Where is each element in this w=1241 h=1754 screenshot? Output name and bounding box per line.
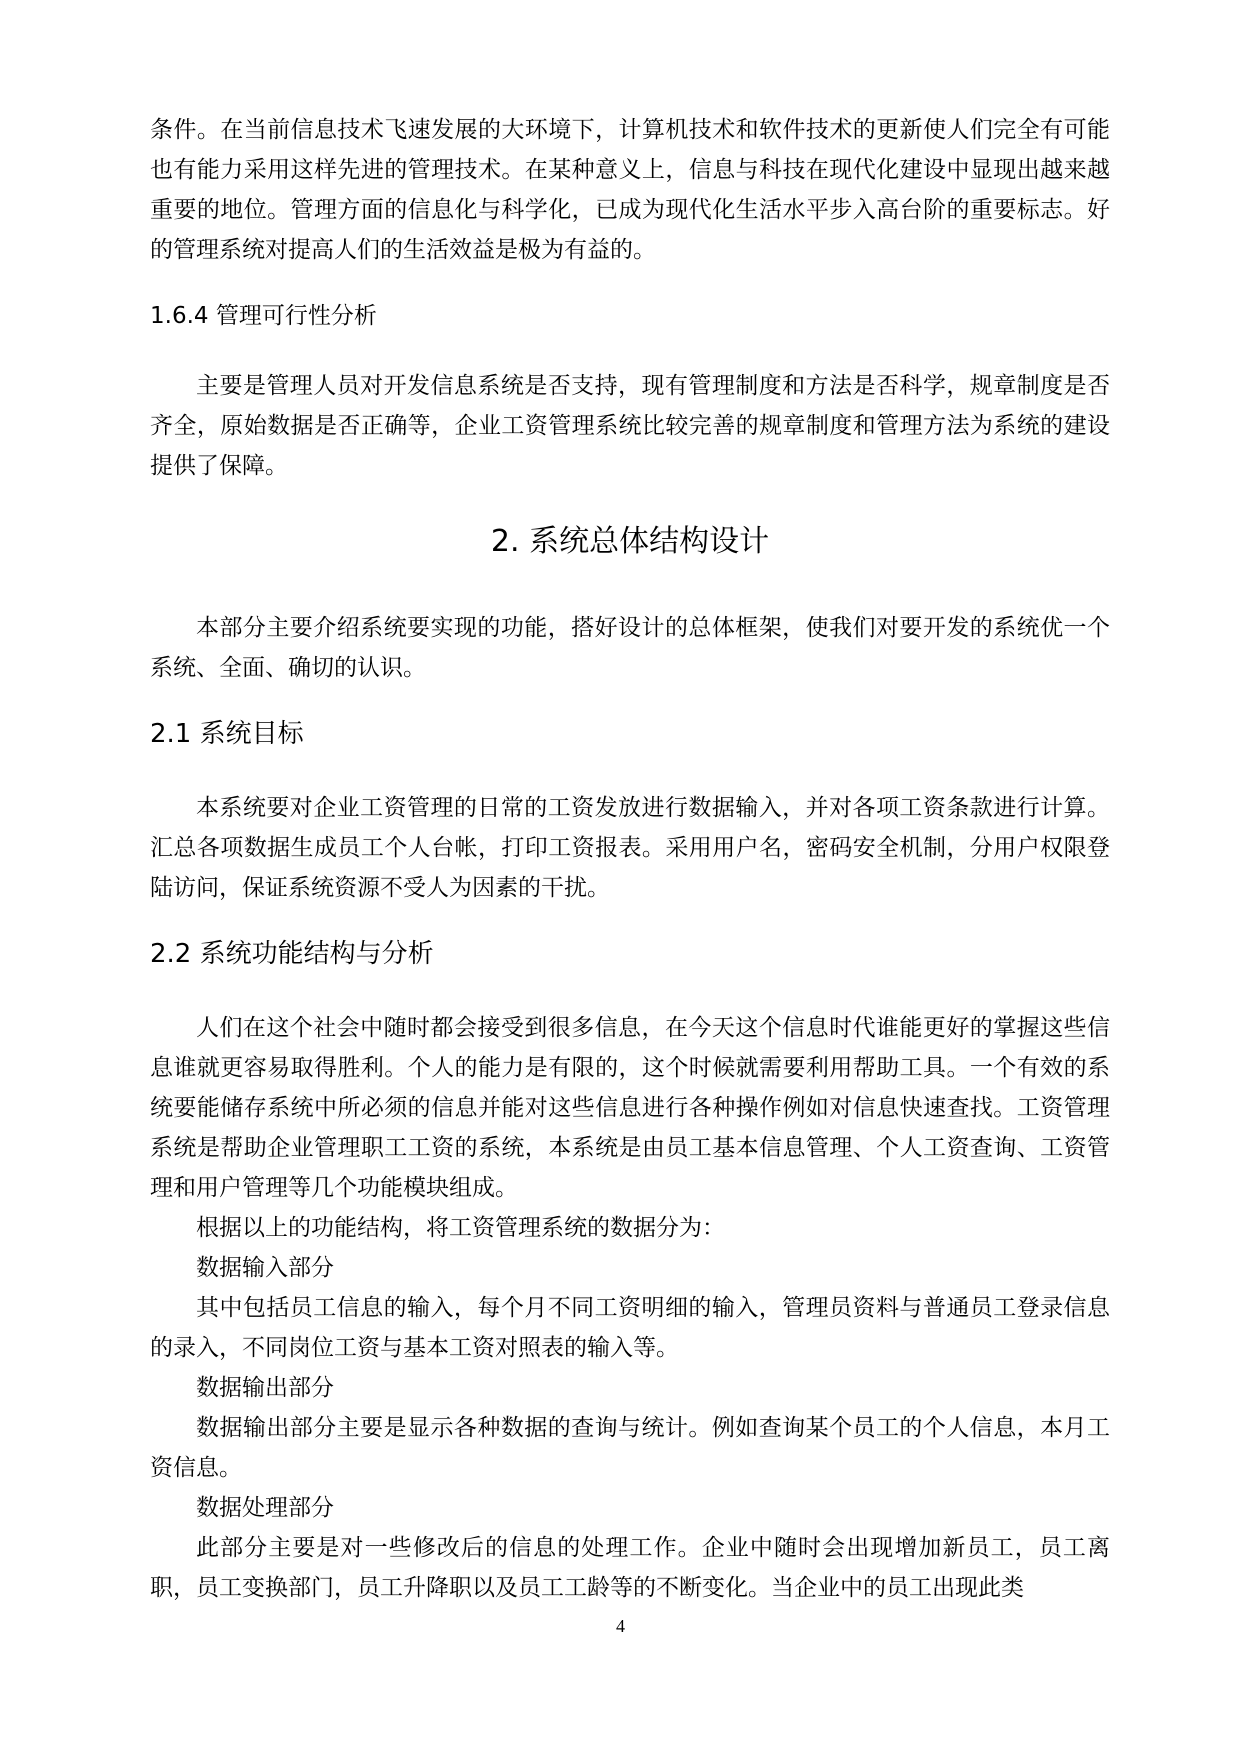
heading-2-2: 2.2 系统功能结构与分析 [150, 939, 434, 969]
data-processing-heading: 数据处理部分 [196, 1495, 334, 1521]
heading-2-1: 2.1 系统目标 [150, 719, 304, 749]
data-input-paragraph: 其中包括员工信息的输入，每个月不同工资明细的输入，管理员资料与普通员工登录信息的录入，不同岗位工资与基本工资对照表的输入等。 [150, 1295, 1110, 1361]
chapter-title: 2. 系统总体结构设计 [490, 524, 770, 559]
data-output-paragraph: 数据输出部分主要是显示各种数据的查询与统计。例如查询某个员工的个人信息，本月工资信息。 [150, 1415, 1110, 1481]
data-input-heading: 数据输入部分 [196, 1255, 334, 1281]
data-output-heading: 数据输出部分 [196, 1375, 334, 1401]
paragraph-2: 本部分主要介绍系统要实现的功能，搭好设计的总体框架，使我们对要开发的系统优一个系统、全面、确切的认识。 [150, 615, 1110, 681]
document-page [150, 110, 1110, 1608]
page-number: 4 [616, 1616, 625, 1636]
paragraph-2-1: 本系统要对企业工资管理的日常的工资发放进行数据输入，并对各项工资条款进行计算。汇总各项数据生成员工个人台帐，打印工资报表。采用用户名，密码安全机制，分用户权限登陆访问，保证系统资源不受人为因素的干扰。 [150, 795, 1110, 901]
paragraph-2-2-a: 人们在这个社会中随时都会接受到很多信息，在今天这个信息时代谁能更好的掌握这些信息谁就更容易取得胜利。个人的能力是有限的，这个时候就需要利用帮助工具。一个有效的系统要能储存系统中所必须的信息并能对这些信息进行各种操作例如对信息快速查找。工资管理系统是帮助企业管理职工工资的系统，本系统是由员工基本信息管理、个人工资查询、工资管理和用户管理等几个功能模块组成。 [150, 1015, 1110, 1201]
paragraph-2-2-b: 根据以上的功能结构，将工资管理系统的数据分为： [196, 1215, 725, 1241]
heading-1-6-4: 1.6.4 管理可行性分析 [150, 303, 377, 329]
paragraph-1-6-4: 主要是管理人员对开发信息系统是否支持，现有管理制度和方法是否科学，规章制度是否齐全，原始数据是否正确等，企业工资管理系统比较完善的规章制度和管理方法为系统的建设提供了保障。 [150, 373, 1110, 479]
data-processing-paragraph: 此部分主要是对一些修改后的信息的处理工作。企业中随时会出现增加新员工，员工离职，员工变换部门，员工升降职以及员工工龄等的不断变化。当企业中的员工出现此类 [150, 1535, 1110, 1601]
paragraph-intro: 条件。在当前信息技术飞速发展的大环境下，计算机技术和软件技术的更新使人们完全有可能也有能力采用这样先进的管理技术。在某种意义上，信息与科技在现代化建设中显现出越来越重要的地位。管理方面的信息化与科学化，已成为现代化生活水平步入高台阶的重要标志。好的管理系统对提高人们的生活效益是极为有益的。 [150, 117, 1110, 263]
